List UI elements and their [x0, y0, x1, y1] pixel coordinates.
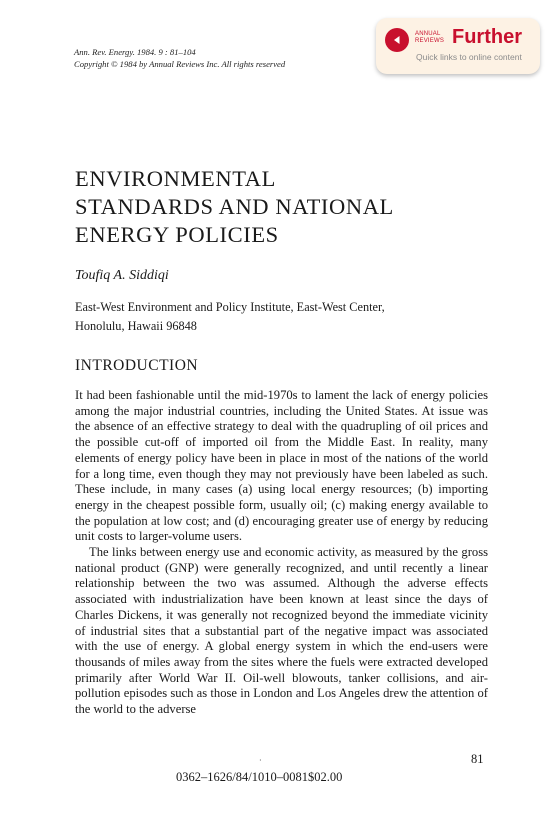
- section-heading: INTRODUCTION: [75, 357, 199, 374]
- author-name: Toufiq A. Siddiqi: [75, 268, 169, 283]
- footer-dot: ·: [259, 756, 262, 765]
- quick-links-text: Quick links to online content: [416, 52, 522, 62]
- paragraph: The links between energy use and economic activity, as measured by the gross national product (GNP) were generally recognized, and until recently a linear relationship between the two was assumed. Although the adverse effects associated with industrialization have been known at least since the days of Charles Dickens, it was generally not recognized beyond the immediate vicinity of industrial sites that a substantial part of the negative impact was associated with the use of energy. A global energy system in which the end-users were thousands of miles away from the sites where the fuels were extracted developed primarily after World War II. Oil-well blowouts, tanker collisions, and air-pollution episodes such as those in London and Los Angeles drew the attention of the world to the adverse: [75, 545, 488, 717]
- author-affiliation: [75, 298, 385, 335]
- price-code: 0362–1626/84/1010–0081$02.00: [176, 770, 343, 784]
- title-line: ENERGY POLICIES: [75, 222, 279, 247]
- title-line: ENVIRONMENTAL: [75, 166, 276, 191]
- article-title: [75, 165, 394, 249]
- play-arrow-icon: [385, 28, 409, 52]
- running-head: [74, 46, 285, 70]
- journal-citation: Ann. Rev. Energy. 1984. 9 : 81–104: [74, 47, 196, 57]
- copyright-notice: Copyright © 1984 by Annual Reviews Inc. All rights reserved: [74, 59, 286, 69]
- page-number: 81: [471, 752, 484, 766]
- body-text: [75, 388, 488, 718]
- affiliation-line: East-West Environment and Policy Institute, East-West Center,: [75, 300, 385, 314]
- paragraph: It had been fashionable until the mid-1970s to lament the lack of energy policies among the major industrial countries, including the United States. At issue was the absence of an effective strategy to deal with the quadrupling of oil prices and the possible cut-off of imported oil from the Middle East. In reality, many elements of energy policy have been in place in most of the nations of the world for a long time, even though they may not previously have been labeled as such. These include, in many cases (a) using local energy resources; (b) importing energy in the cheapest possible form, usually oil; (c) making energy available to the population at low cost; and (d) encouraging greater use of energy by reducing unit costs to larger-volume users.: [75, 388, 488, 544]
- title-line: STANDARDS AND NATIONAL: [75, 194, 394, 219]
- affiliation-line: Honolulu, Hawaii 96848: [75, 318, 197, 333]
- further-annual-reviews-badge[interactable]: [376, 18, 540, 74]
- annual-reviews-wordmark: ANNUAL REVIEWS: [415, 31, 445, 44]
- further-wordmark: Further: [452, 26, 522, 48]
